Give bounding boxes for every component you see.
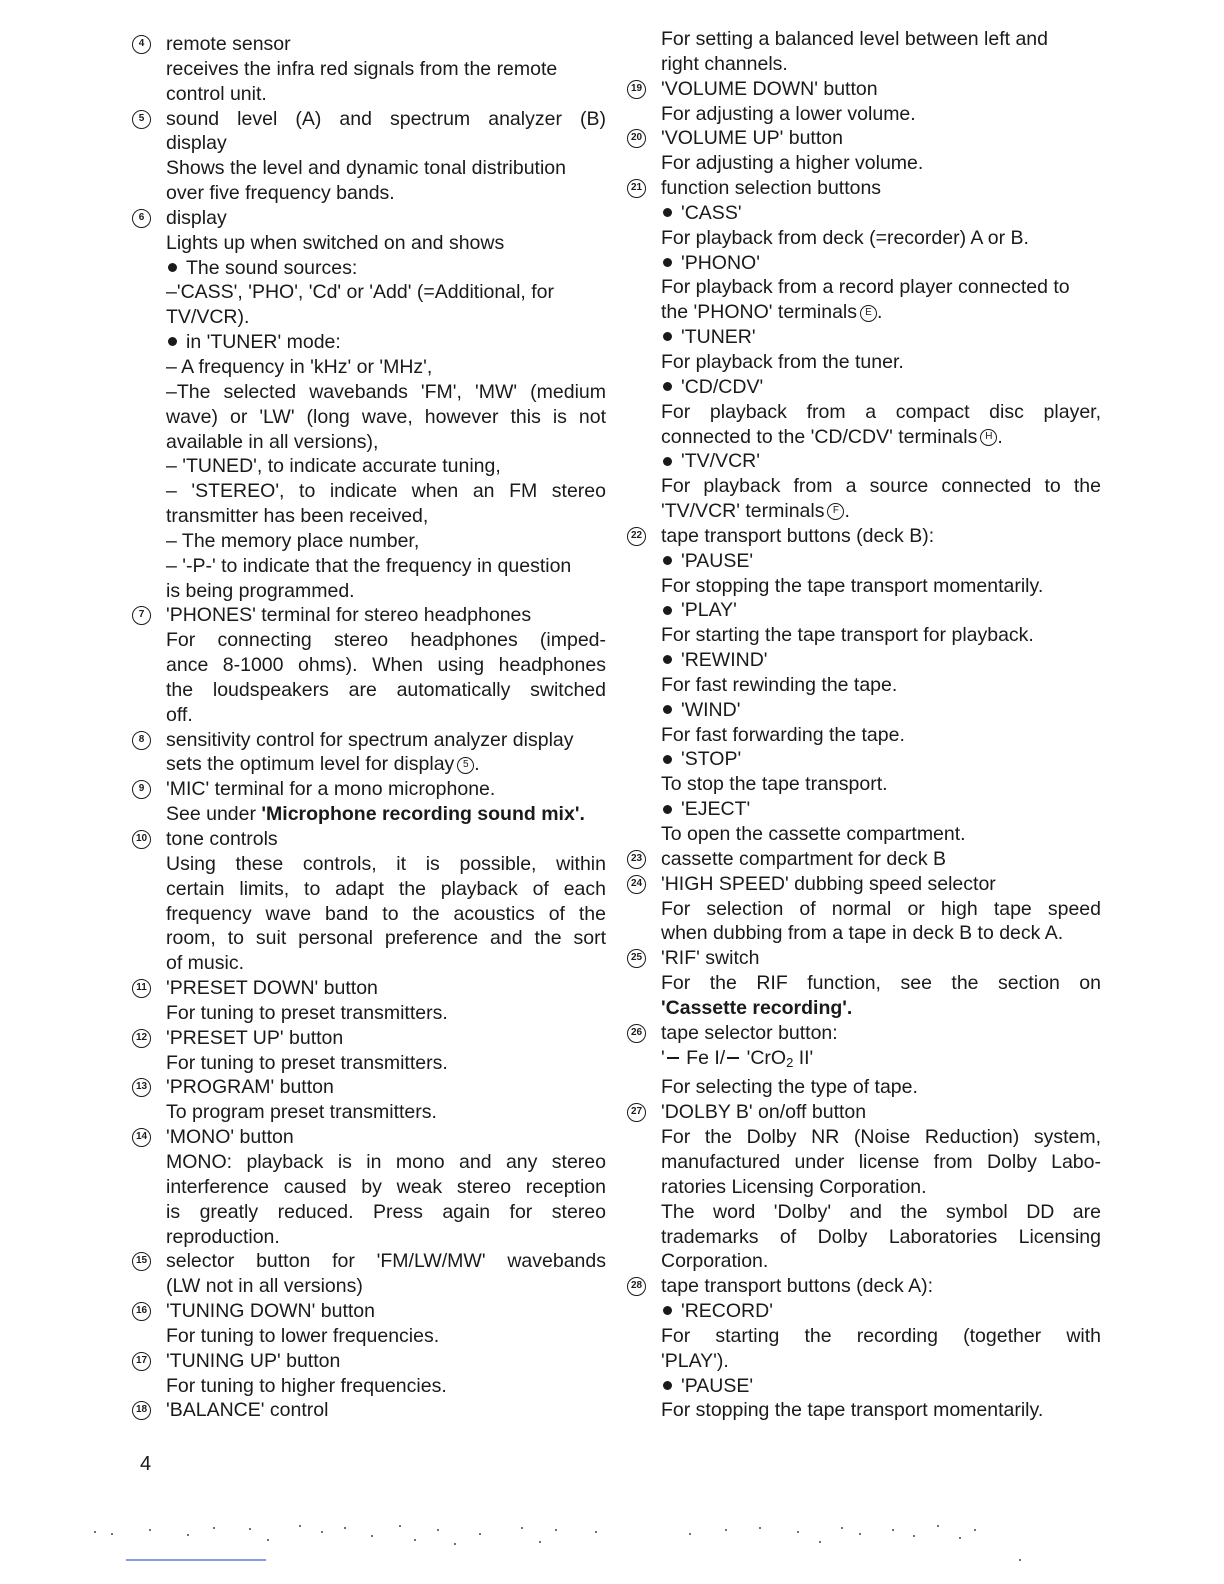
item-text: For tuning to preset transmitters. <box>166 1051 448 1074</box>
reference-letter-badge: F <box>827 503 844 520</box>
bullet-text: 'CASS' <box>681 201 742 224</box>
tape-type-line: ' Fe I/ 'CrO$_2$ II' <box>661 1046 814 1070</box>
item-text: For playback from a source connected to the <box>661 475 1101 498</box>
bullet-text: 'REWIND' <box>681 649 768 672</box>
item-title: display <box>166 206 227 229</box>
bullet-line <box>661 698 1101 723</box>
item-title: tone controls <box>166 828 278 850</box>
bullet-icon <box>663 457 672 466</box>
item-text: For starting the recording (together with <box>661 1324 1101 1347</box>
item-text: when dubbing from a tape in deck B to deck A. <box>661 922 1064 945</box>
item-6-display <box>132 206 606 604</box>
bullet-line <box>661 598 1101 623</box>
item-10-tone-controls <box>132 827 606 976</box>
tape-symbol-icon <box>727 1057 739 1059</box>
bullet-text: 'PAUSE' <box>681 549 754 572</box>
item-14-mono <box>132 1125 606 1249</box>
item-text: ratories Licensing Corporation. <box>661 1175 927 1198</box>
bullet-line <box>661 747 1101 772</box>
item-title: sound level (A) and spectrum analyzer (B) <box>166 107 606 130</box>
item-text: For setting a balanced level between left and <box>661 28 1049 50</box>
item-18-balance <box>132 1398 606 1423</box>
item-text: For stopping the tape transport momentarily. <box>661 1399 1044 1422</box>
item-5-sound-level-display <box>132 107 606 206</box>
item-text: Corporation. <box>661 1250 769 1273</box>
reference-letter-badge: E <box>860 305 877 322</box>
item-text: For the Dolby NR (Noise Reduction) system, <box>661 1126 1101 1149</box>
item-26-tape-selector <box>627 1021 1101 1101</box>
bullet-icon <box>663 556 672 565</box>
item-25-rif-switch <box>627 946 1101 1021</box>
bullet-text: 'RECORD' <box>681 1300 773 1323</box>
bullet-icon <box>663 208 672 217</box>
item-text: For playback from the tuner. <box>661 350 904 373</box>
item-text: To open the cassette compartment. <box>661 823 966 845</box>
scan-noise-artifacts <box>0 1520 1224 1584</box>
item-21-function-selection <box>627 176 1101 524</box>
item-number-badge: 12 <box>132 1029 151 1048</box>
page-number: 4 <box>140 1453 152 1475</box>
item-text: Lights up when switched on and shows <box>166 231 505 254</box>
item-number-badge: 21 <box>627 179 646 198</box>
item-text: available in all versions), <box>166 430 379 453</box>
bullet-icon <box>663 382 672 391</box>
item-title: tape selector button: <box>661 1021 838 1044</box>
item-text: For fast forwarding the tape. <box>661 723 905 746</box>
item-text-part: the 'PHONO' terminals <box>661 301 857 324</box>
item-text: – '-P-' to indicate that the frequency in question <box>166 554 572 577</box>
item-text: (LW not in all versions) <box>166 1275 363 1298</box>
item-text-part: connected to the 'CD/CDV' terminals <box>661 425 978 448</box>
bullet-icon <box>663 1381 672 1390</box>
item-17-tuning-up <box>132 1349 606 1399</box>
item-text: To stop the tape transport. <box>661 773 888 796</box>
item-title: selector button for 'FM/LW/MW' wavebands <box>166 1250 606 1273</box>
item-title: 'HIGH SPEED' dubbing speed selector <box>661 872 996 895</box>
item-text: For fast rewinding the tape. <box>661 673 898 696</box>
item-number-badge: 6 <box>132 209 151 228</box>
bullet-icon <box>663 332 672 341</box>
item-12-preset-up <box>132 1026 606 1076</box>
item-number-badge: 15 <box>132 1252 151 1271</box>
item-number-badge: 4 <box>132 35 151 54</box>
item-title: 'TUNING UP' button <box>166 1349 341 1372</box>
item-number-badge: 23 <box>627 850 646 869</box>
item-title: 'RIF' switch <box>661 947 760 970</box>
item-number-badge: 7 <box>132 606 151 625</box>
bullet-line <box>166 256 606 281</box>
item-title: tape transport buttons (deck A): <box>661 1275 934 1298</box>
bullet-icon <box>663 606 672 615</box>
item-23-cassette-compartment <box>627 847 1101 872</box>
item-9-mic-terminal <box>132 777 606 827</box>
item-text: For tuning to lower frequencies. <box>166 1324 440 1347</box>
item-text: For adjusting a lower volume. <box>661 102 916 125</box>
bullet-text: 'CD/CDV' <box>681 375 764 398</box>
item-title: sensitivity control for spectrum analyzer display <box>166 728 574 751</box>
item-text: – 'STEREO', to indicate when an FM stereo <box>166 480 606 503</box>
item-text: ance 8-1000 ohms). When using headphones <box>166 654 606 677</box>
reference-letter-badge: H <box>980 429 997 446</box>
item-text: control unit. <box>166 82 267 105</box>
bullet-icon <box>663 655 672 664</box>
item-text: is greatly reduced. Press again for stereo <box>166 1200 606 1223</box>
item-title: 'PHONES' terminal for stereo headphones <box>166 604 532 627</box>
item-text: of music. <box>166 952 245 975</box>
item-text: sets the optimum level for display 5 . <box>166 753 480 776</box>
bullet-line <box>661 325 1101 350</box>
item-text: 'TV/VCR' terminals F . <box>661 500 850 523</box>
item-text: For the RIF function, see the section on <box>661 972 1101 995</box>
bullet-text: 'TUNER' <box>681 326 756 349</box>
item-text-part: See under <box>166 803 262 826</box>
bullet-line <box>166 330 606 355</box>
item-text: certain limits, to adapt the playback of each <box>166 877 606 900</box>
item-title: 'MONO' button <box>166 1126 294 1149</box>
right-column <box>627 27 1101 1423</box>
item-text: wave) or 'LW' (long wave, however this is not <box>166 405 606 428</box>
item-number-badge: 28 <box>627 1277 646 1296</box>
bullet-icon <box>168 337 177 346</box>
item-title: 'DOLBY B' on/off button <box>661 1101 867 1124</box>
item-title: cassette compartment for deck B <box>661 847 947 870</box>
item-text: For tuning to higher frequencies. <box>166 1374 447 1397</box>
tape-type-suffix: II' <box>793 1046 814 1069</box>
bullet-icon <box>168 263 177 272</box>
item-text: Using these controls, it is possible, within <box>166 852 606 875</box>
item-16-tuning-down <box>132 1299 606 1349</box>
bullet-line <box>661 449 1101 474</box>
item-text: off. <box>166 703 193 726</box>
item-number-badge: 14 <box>132 1128 151 1147</box>
item-title: 'VOLUME UP' button <box>661 127 843 150</box>
item-22-tape-transport-deck-b <box>627 524 1101 847</box>
item-title: function selection buttons <box>661 177 882 200</box>
bullet-line <box>661 549 1101 574</box>
item-title: remote sensor <box>166 33 291 55</box>
item-title: 'PRESET DOWN' button <box>166 977 378 1000</box>
item-text: the loudspeakers are automatically switched <box>166 678 606 701</box>
item-number-badge: 16 <box>132 1302 151 1321</box>
item-title: tape transport buttons (deck B): <box>661 524 935 547</box>
bullet-icon <box>663 755 672 764</box>
tape-type-fe: Fe I/ <box>686 1046 726 1069</box>
item-text: TV/VCR). <box>166 306 250 329</box>
item-text: reproduction. <box>166 1225 280 1248</box>
bullet-text: 'STOP' <box>681 748 742 771</box>
item-number-badge: 9 <box>132 780 151 799</box>
bullet-text: 'TV/VCR' <box>681 450 760 473</box>
item-text: over five frequency bands. <box>166 182 395 205</box>
item-text: frequency wave band to the acoustics of the <box>166 902 606 925</box>
item-number-badge: 26 <box>627 1024 646 1043</box>
item-text: transmitter has been received, <box>166 505 429 528</box>
item-title: 'TUNING DOWN' button <box>166 1300 375 1323</box>
item-text: For playback from deck (=recorder) A or B. <box>661 226 1029 249</box>
item-number-badge: 20 <box>627 129 646 148</box>
item-text: –The selected wavebands 'FM', 'MW' (medium <box>166 380 606 403</box>
left-column <box>132 32 606 1423</box>
item-text: 'PLAY'). <box>661 1349 729 1372</box>
item-text: – 'TUNED', to indicate accurate tuning, <box>166 455 501 478</box>
item-number-badge: 13 <box>132 1078 151 1097</box>
item-text-part: sets the optimum level for display <box>166 753 455 776</box>
item-4-remote-sensor <box>132 32 606 107</box>
item-text: For selection of normal or high tape speed <box>661 897 1101 920</box>
item-text: – A frequency in 'kHz' or 'MHz', <box>166 355 433 378</box>
item-8-sensitivity-control <box>132 728 606 778</box>
item-15-waveband-selector <box>132 1249 606 1299</box>
tape-symbol-icon <box>667 1057 679 1059</box>
bullet-line <box>661 201 1101 226</box>
bullet-icon <box>663 705 672 714</box>
bullet-text: 'WIND' <box>681 698 741 721</box>
item-text: MONO: playback is in mono and any stereo <box>166 1150 606 1173</box>
item-text: For selecting the type of tape. <box>661 1076 918 1099</box>
item-title: 'MIC' terminal for a mono microphone. <box>166 778 496 801</box>
item-text: manufactured under license from Dolby Labo- <box>661 1150 1101 1173</box>
bullet-icon <box>663 805 672 814</box>
item-title: display <box>166 132 227 155</box>
bullet-text: 'PHONO' <box>681 251 760 274</box>
item-number-badge: 19 <box>627 80 646 99</box>
bullet-line <box>661 375 1101 400</box>
item-text: room, to suit personal preference and the sort <box>166 927 606 950</box>
item-text: For stopping the tape transport momentarily. <box>661 574 1044 597</box>
bullet-icon <box>663 1306 672 1315</box>
bullet-line <box>661 251 1101 276</box>
item-text-part: 'TV/VCR' terminals <box>661 500 825 523</box>
item-27-dolby-b <box>627 1100 1101 1274</box>
item-text: trademarks of Dolby Laboratories Licensing <box>661 1225 1101 1248</box>
bullet-text: in 'TUNER' mode: <box>186 331 341 354</box>
item-number-badge: 10 <box>132 830 151 849</box>
item-number-badge: 17 <box>132 1352 151 1371</box>
bullet-line <box>661 797 1101 822</box>
item-7-phones-terminal <box>132 603 606 727</box>
item-text: For tuning to preset transmitters. <box>166 1001 448 1024</box>
item-number-badge: 5 <box>132 110 151 129</box>
item-text: receives the infra red signals from the remote <box>166 57 558 80</box>
item-20-volume-up <box>627 126 1101 176</box>
item-text: interference caused by weak stereo reception <box>166 1175 606 1198</box>
item-text: For connecting stereo headphones (imped- <box>166 629 606 652</box>
reference-number-badge: 5 <box>457 757 474 774</box>
item-text: For playback from a record player connected to <box>661 276 1070 299</box>
bullet-line <box>661 648 1101 673</box>
bullet-text: The sound sources: <box>186 256 358 279</box>
item-24-high-speed-dubbing <box>627 872 1101 947</box>
cross-reference: 'Cassette recording'. <box>661 996 853 1019</box>
bullet-icon <box>663 258 672 267</box>
bullet-text: 'PAUSE' <box>681 1374 754 1397</box>
item-13-program <box>132 1075 606 1125</box>
item-text: To program preset transmitters. <box>166 1101 437 1124</box>
cross-reference: 'Microphone recording sound mix'. <box>261 803 585 826</box>
item-number-badge: 25 <box>627 949 646 968</box>
item-28-tape-transport-deck-a <box>627 1274 1101 1423</box>
item-text: For adjusting a higher volume. <box>661 152 924 175</box>
subscript-text: 2 <box>786 1054 794 1070</box>
item-title: 'BALANCE' control <box>166 1399 329 1422</box>
item-text: For playback from a compact disc player, <box>661 400 1101 423</box>
item-text: For starting the tape transport for playback. <box>661 624 1034 647</box>
item-text: –'CASS', 'PHO', 'Cd' or 'Add' (=Additional, for <box>166 281 554 304</box>
item-number-badge: 11 <box>132 979 151 998</box>
item-text <box>166 802 606 827</box>
item-19-volume-down <box>627 77 1101 127</box>
item-number-badge: 22 <box>627 527 646 546</box>
item-text: the 'PHONO' terminals E . <box>661 301 883 324</box>
bullet-line <box>661 1299 1101 1324</box>
item-number-badge: 24 <box>627 875 646 894</box>
item-number-badge: 18 <box>132 1401 151 1420</box>
item-text: The word 'Dolby' and the symbol DD are <box>661 1200 1101 1223</box>
item-number-badge: 27 <box>627 1103 646 1122</box>
bullet-text: 'PLAY' <box>681 599 737 622</box>
item-text: Shows the level and dynamic tonal distribution <box>166 157 566 180</box>
tape-type-cro2: 'CrO <box>746 1046 787 1069</box>
item-18-balance-continued <box>627 27 1101 77</box>
item-text: right channels. <box>661 52 788 75</box>
item-title: 'VOLUME DOWN' button <box>661 77 878 100</box>
bullet-line <box>661 1374 1101 1399</box>
item-text: connected to the 'CD/CDV' terminals H . <box>661 425 1003 448</box>
item-number-badge: 8 <box>132 731 151 750</box>
item-text: is being programmed. <box>166 579 355 602</box>
item-text: – The memory place number, <box>166 529 420 552</box>
item-title: 'PROGRAM' button <box>166 1076 334 1099</box>
item-title: 'PRESET UP' button <box>166 1026 344 1049</box>
item-11-preset-down <box>132 976 606 1026</box>
bullet-text: 'EJECT' <box>681 798 751 821</box>
